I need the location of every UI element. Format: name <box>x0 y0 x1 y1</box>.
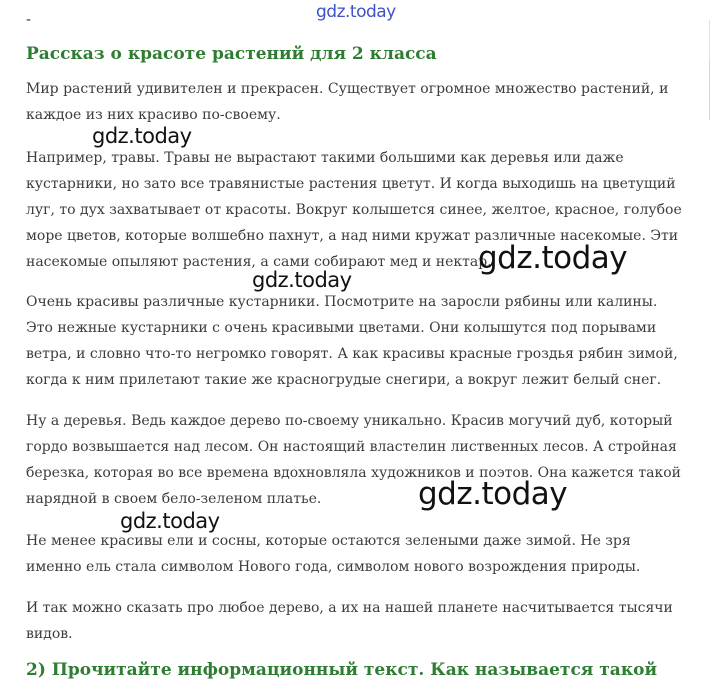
paragraph-4: Ну а деревья. Ведь каждое дерево по-своему уникально. Красив могучий дуб, который гордо возвышается над лесом. Он настоящий властелин лиственных лесов. А стройная березка, которая во все времена вдохновляла художников и поэтов. Она кажется такой нарядной в своем бело-зеленом платье. <box>26 413 681 507</box>
paragraph-1: Мир растений удивителен и прекрасен. Существует огромное множество растений, и каждое из них красиво по-своему. <box>26 81 669 123</box>
watermark: gdz.today <box>418 476 568 512</box>
paragraph-5: Не менее красивы ели и сосны, которые остаются зелеными даже зимой. Не зря именно ель стала символом Нового года, символом нового возрождения природы. <box>26 533 641 575</box>
watermark: gdz.today <box>478 240 628 276</box>
paragraph-2: Например, травы. Травы не вырастают такими большими как деревья или даже кустарники, но зато все травянистые растения цветут. И когда выходишь на цветущий луг, то дух захватывает от красоты. Вокруг колышется синее, желтое, красное, голубое море цветов, которые волшебно пахнут, а над ними кружат различные насекомые. Эти насекомые опыляют растения, а сами собирают мед и нектар. <box>26 150 682 270</box>
watermark: gdz.today <box>252 268 352 292</box>
dash-mark: - <box>26 12 32 28</box>
next-section-title: 2) Прочитайте информационный текст. Как называется такой <box>26 660 658 680</box>
watermark-top: gdz.today <box>316 2 396 22</box>
paragraph-3: Очень красивы различные кустарники. Посмотрите на заросли рябины или калины. Это нежные кустарники с очень красивыми цветами. Они колышутся под порывами ветра, и словно что-то негромко говорят. А как красивы красные гроздья рябин зимой, когда к ним прилетают такие же красногрудые снегири, а вокруг лежит белый снег. <box>26 294 678 388</box>
watermark: gdz.today <box>92 124 192 148</box>
article-title: Рассказ о красоте растений для 2 класса <box>26 44 437 64</box>
watermark: gdz.today <box>120 509 220 533</box>
paragraph-6: И так можно сказать про любое дерево, а их на нашей планете насчитывается тысячи видов. <box>26 600 673 642</box>
page-edge <box>703 0 716 672</box>
